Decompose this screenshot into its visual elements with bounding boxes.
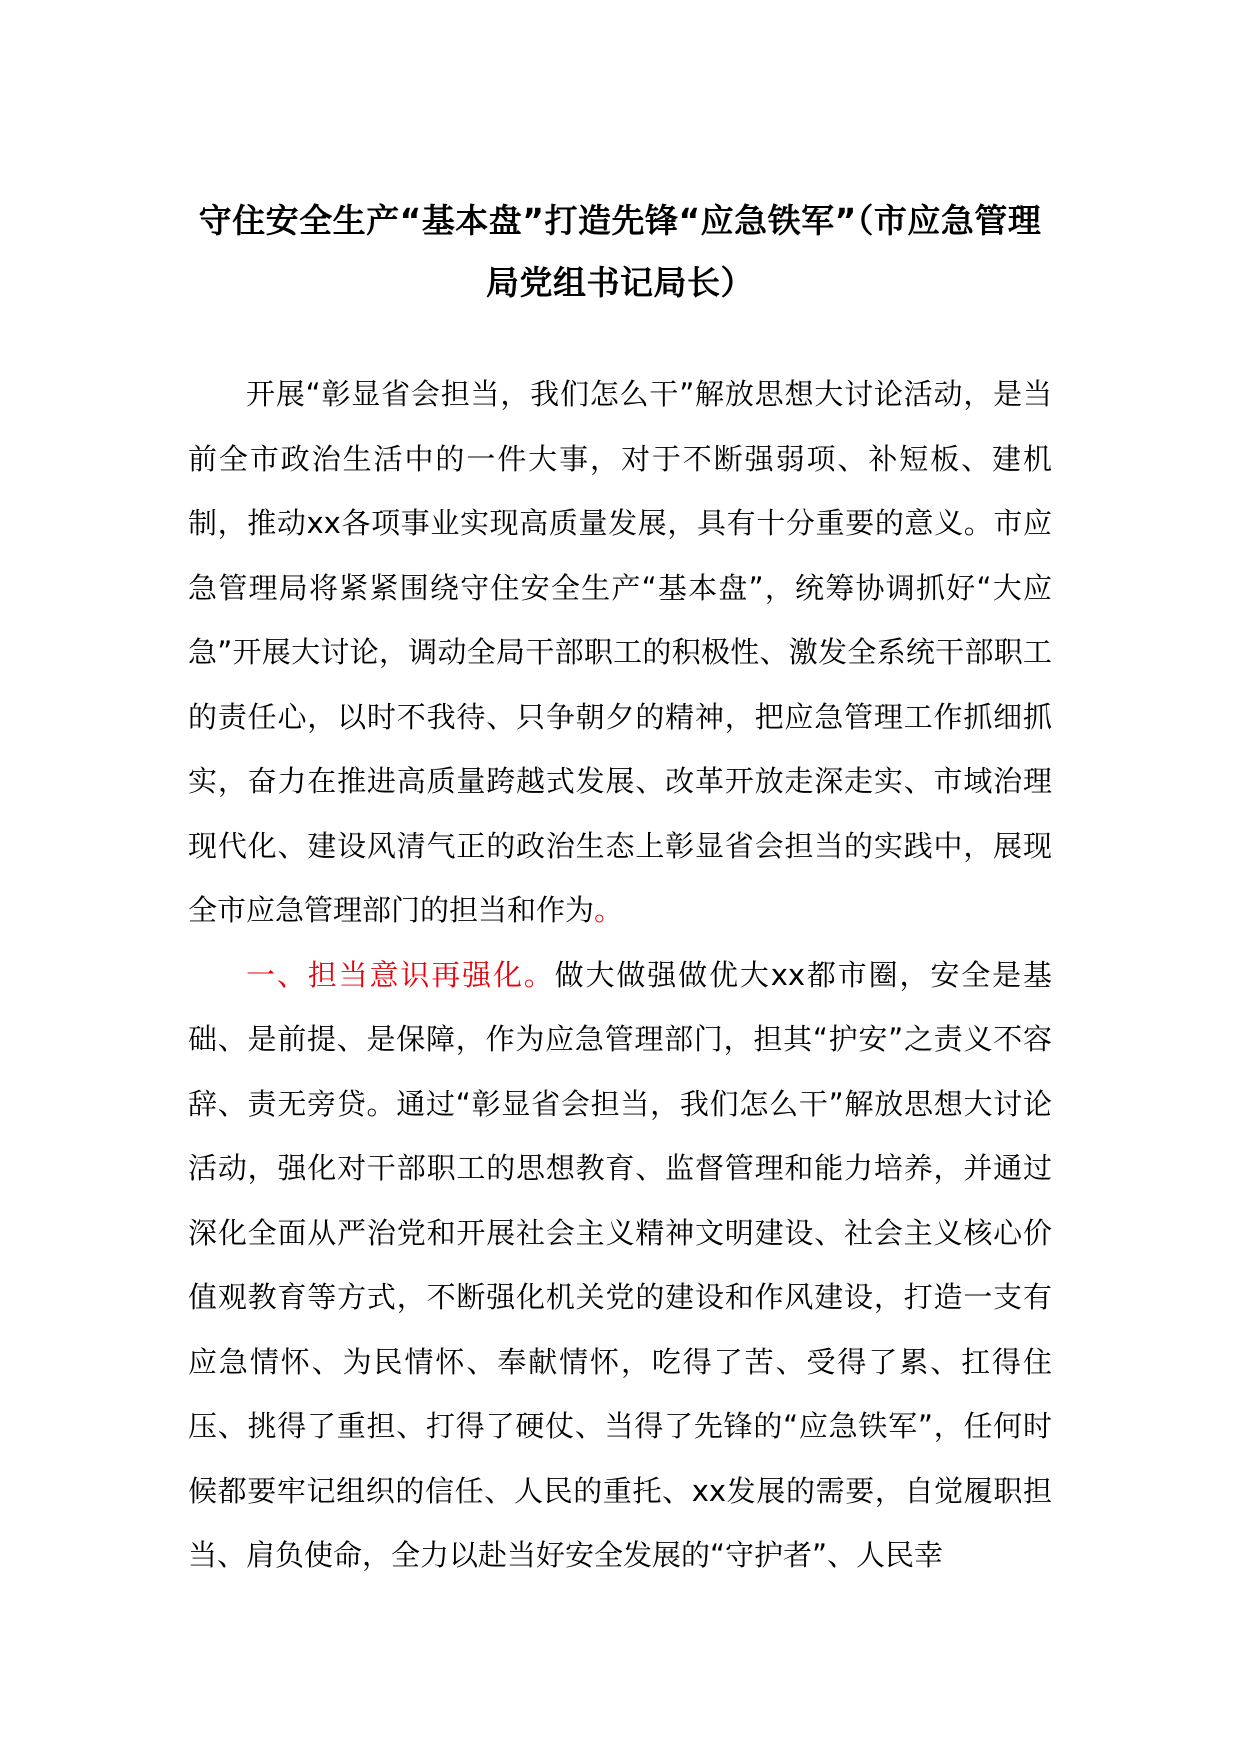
intro-paragraph-text: 开展“彰显省会担当，我们怎么干”解放思想大讨论活动，是当前全市政治生活中的一件大事，对于不断强弱项、补短板、建机制，推动xx各项事业实现高质量发展，具有十分重要的意义。市应急管理局将紧紧围绕守住安全生产“基本盘”，统筹协调抓好“大应急”开展大讨论，调动全局干部职工的积极性、激发全系统干部职工的责任心，以时不我待、只争朝夕的精神，把应急管理工作抓细抓实，奋力在推进高质量跨越式发展、改革开放走深走实、市域治理现代化、建设风清气正的政治生态上彰显省会担当的实践中，展现全市应急管理部门的担当和作为 xyxy=(188,377,1052,927)
section-one-text: 做大做强做优大xx都市圈，安全是基础、是前提、是保障，作为应急管理部门，担其“护安”之责义不容辞、责无旁贷。通过“彰显省会担当，我们怎么干”解放思想大讨论活动，强化对干部职工的思想教育、监督管理和能力培养，并通过深化全面从严治党和开展社会主义精神文明建设、社会主义核心价值观教育等方式，不断强化机关党的建设和作风建设，打造一支有应急情怀、为民情怀、奉献情怀，吃得了苦、受得了累、扛得住压、挑得了重担、打得了硬仗、当得了先锋的“应急铁军”，任何时候都要牢记组织的信任、人民的重托、xx发展的需要，自觉履职担当、肩负使命，全力以赴当好安全发展的“守护者”、人民幸 xyxy=(188,957,1052,1572)
intro-paragraph xyxy=(188,362,1052,943)
document-title: 守住安全生产“基本盘”打造先锋“应急铁军”（市应急管理局党组书记局长） xyxy=(198,201,1042,302)
intro-paragraph-end-mark: 。 xyxy=(594,893,624,927)
section-one-heading: 一、担当意识再强化。 xyxy=(246,957,555,992)
document-body xyxy=(188,362,1052,1588)
section-one-paragraph xyxy=(188,943,1052,1588)
